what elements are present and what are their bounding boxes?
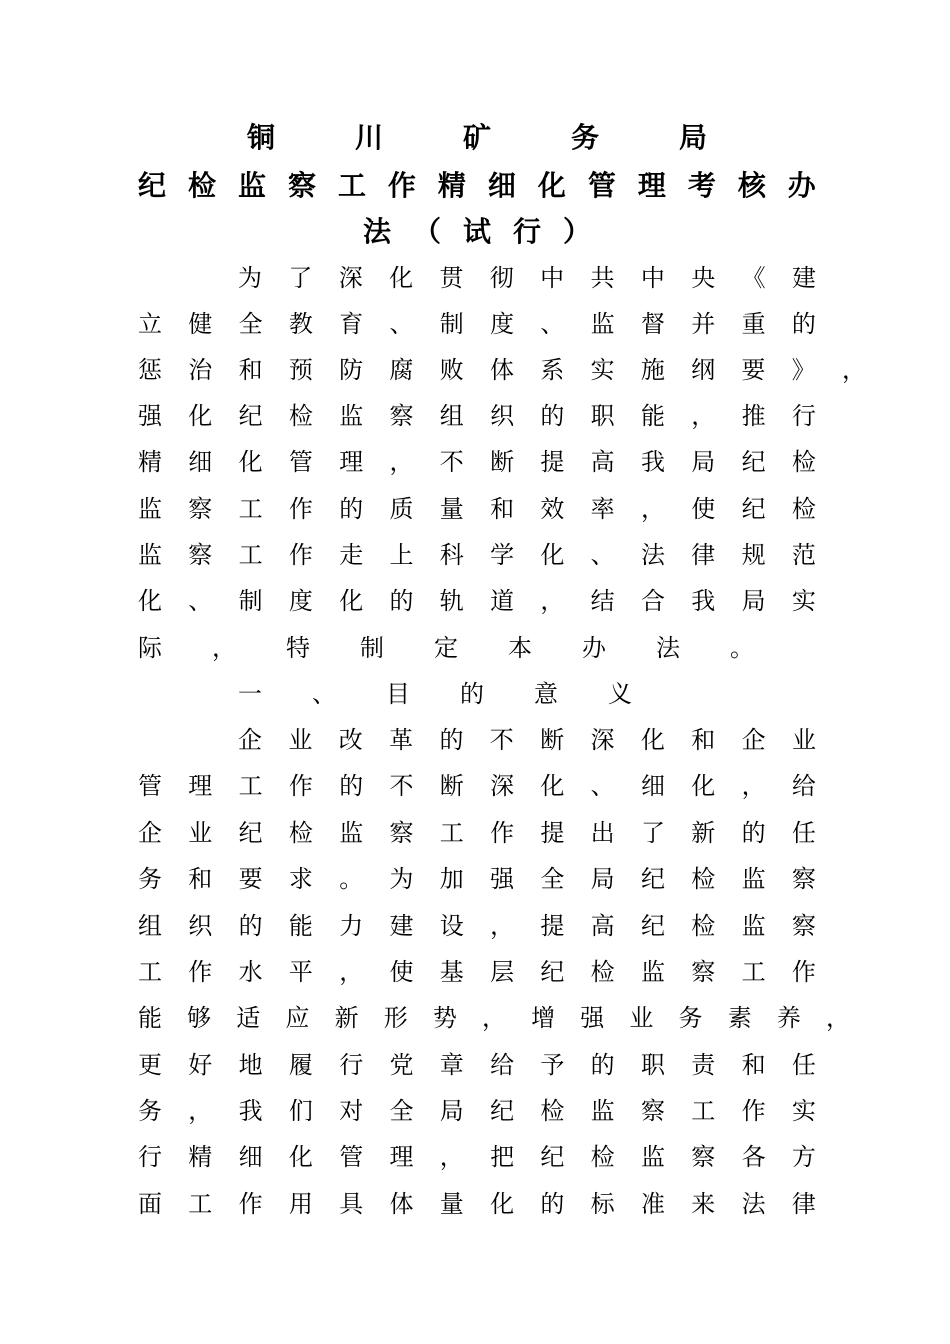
intro-line-4: 强 化 纪 检 监 察 组 织 的 职 能 ， 推 行	[138, 402, 816, 430]
section1-line-1: 企 业 改 革 的 不 断 深 化 和 企 业	[238, 726, 816, 754]
intro-line-3: 惩 治 和 预 防 腐 败 体 系 实 施 纲 要 》 ，	[138, 356, 866, 384]
section1-line-2: 管 理 工 作 的 不 断 深 化 、 细 化 ， 给	[138, 772, 816, 800]
section1-line-11: 面 工 作 用 具 体 量 化 的 标 准 来 法 律	[138, 1190, 816, 1218]
section1-line-10: 行 精 细 化 管 理 ， 把 纪 检 监 察 各 方	[138, 1143, 816, 1171]
section1-line-9: 务 ， 我 们 对 全 局 纪 检 监 察 工 作 实	[138, 1097, 816, 1125]
section-heading-1: 一 、 目 的 意 义	[238, 680, 632, 708]
title-line-2: 纪 检 监 察 工 作 精 细 化 管 理 考 核 办	[138, 169, 816, 202]
intro-line-7: 监 察 工 作 走 上 科 学 化 、 法 律 规 范	[138, 541, 816, 569]
section1-line-4: 务 和 要 求 。 为 加 强 全 局 纪 检 监 察	[138, 865, 816, 893]
section1-line-5: 组 织 的 能 力 建 设 ， 提 高 纪 检 监 察	[138, 912, 816, 940]
section1-line-8: 更 好 地 履 行 党 章 给 予 的 职 责 和 任	[138, 1051, 816, 1079]
intro-line-5: 精 细 化 管 理 ， 不 断 提 高 我 局 纪 检	[138, 448, 816, 476]
section1-line-3: 企 业 纪 检 监 察 工 作 提 出 了 新 的 任	[138, 819, 816, 847]
title-line-1: 铜 川 矿 务 局	[246, 121, 708, 154]
section1-line-7: 能 够 适 应 新 形 势 ， 增 强 业 务 素 养 ，	[138, 1004, 850, 1032]
intro-line-8: 化 、 制 度 化 的 轨 道 ， 结 合 我 局 实	[138, 587, 816, 615]
intro-line-6: 监 察 工 作 的 质 量 和 效 率 ， 使 纪 检	[138, 495, 816, 523]
section1-line-6: 工 作 水 平 ， 使 基 层 纪 检 监 察 工 作	[138, 958, 816, 986]
title-line-3: 法 （ 试 行 ）	[362, 215, 592, 248]
intro-line-2: 立 健 全 教 育 、 制 度 、 监 督 并 重 的	[138, 310, 816, 338]
intro-line-1: 为 了 深 化 贯 彻 中 共 中 央 《 建	[238, 264, 816, 292]
intro-line-9: 际 ， 特 制 定 本 办 法 。	[138, 634, 754, 662]
